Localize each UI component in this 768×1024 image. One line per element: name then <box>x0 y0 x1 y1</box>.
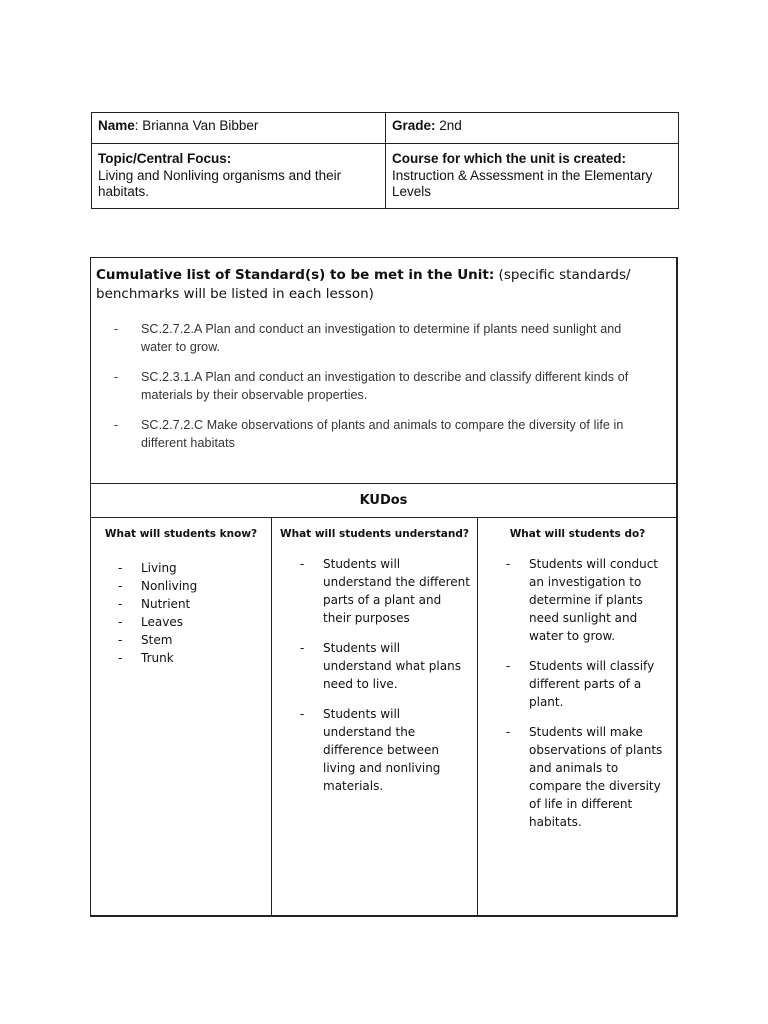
bullet-dash: - <box>300 641 305 655</box>
do-list <box>506 555 674 843</box>
know-item: Nutrient <box>141 597 191 611</box>
kudos-columns <box>91 518 676 916</box>
kudos-title: KUDos <box>91 484 676 518</box>
list-item <box>118 595 258 613</box>
standard-text: SC.2.7.2.A Plan and conduct an investigation to determine if plants need sunlight and water to grow. <box>141 322 622 354</box>
standard-text: SC.2.3.1.A Plan and conduct an investigation to describe and classify different kinds of materials by their observable properties. <box>141 370 629 402</box>
standard-text: SC.2.7.2.C Make observations of plants and animals to compare the diversity of life in different habitats <box>141 418 624 450</box>
list-item <box>118 559 258 577</box>
bullet-dash: - <box>114 418 119 432</box>
list-item <box>300 705 470 795</box>
standards-list <box>114 320 654 464</box>
unit-info-table <box>91 112 679 209</box>
standard-item <box>114 368 654 404</box>
standards-heading <box>96 266 671 304</box>
know-item: Stem <box>141 633 173 647</box>
bullet-dash: - <box>118 597 123 611</box>
know-item: Nonliving <box>141 579 198 593</box>
standard-item <box>114 320 654 356</box>
grade-value: 2nd <box>435 118 462 133</box>
list-item <box>118 649 258 667</box>
list-item <box>506 723 674 831</box>
name-label: Name <box>98 118 135 133</box>
list-item <box>300 639 470 693</box>
topic-cell <box>92 144 386 209</box>
do-item: Students will classify different parts of a plant. <box>529 659 655 709</box>
standards-heading-note: (specific standards/ benchmarks will be listed in each lesson) <box>96 267 631 302</box>
do-item: Students will make observations of plants and animals to compare the diversity of life in different habitats. <box>529 725 663 829</box>
bullet-dash: - <box>118 615 123 629</box>
understand-heading: What will students understand? <box>280 528 469 540</box>
bullet-dash: - <box>114 370 119 384</box>
bullet-dash: - <box>300 557 305 571</box>
know-column <box>91 518 272 916</box>
bullet-dash: - <box>118 561 123 575</box>
list-item <box>118 577 258 595</box>
bullet-dash: - <box>506 557 511 571</box>
name-cell <box>92 113 386 144</box>
standards-heading-bold: Cumulative list of Standard(s) to be met in the Unit: <box>96 267 495 283</box>
do-item: Students will conduct an investigation to determine if plants need sunlight and water to grow. <box>529 557 659 643</box>
know-heading: What will students know? <box>104 528 258 540</box>
know-list <box>118 559 258 667</box>
understand-item: Students will understand the different parts of a plant and their purposes <box>323 557 470 625</box>
list-item <box>506 657 674 711</box>
bullet-dash: - <box>114 322 119 336</box>
list-item <box>118 631 258 649</box>
bullet-dash: - <box>118 633 123 647</box>
standards-section <box>91 258 676 484</box>
standards-kudos-table <box>90 257 678 917</box>
topic-value: Living and Nonliving organisms and their habitats. <box>98 167 342 199</box>
topic-label: Topic/Central Focus: <box>98 151 232 166</box>
name-value: : Brianna Van Bibber <box>134 118 259 133</box>
know-item: Trunk <box>141 651 174 665</box>
list-item <box>300 555 470 627</box>
list-item <box>506 555 674 645</box>
list-item <box>118 613 258 631</box>
understand-item: Students will understand what plans need to live. <box>323 641 461 691</box>
do-column <box>478 518 677 916</box>
course-value: Instruction & Assessment in the Elementary Levels <box>392 167 653 199</box>
bullet-dash: - <box>506 725 511 739</box>
understand-item: Students will understand the difference between living and nonliving materials. <box>323 707 441 793</box>
know-item: Leaves <box>141 615 183 629</box>
standard-item <box>114 416 654 452</box>
know-item: Living <box>141 561 177 575</box>
do-heading: What will students do? <box>509 528 646 540</box>
grade-label: Grade: <box>392 118 436 133</box>
bullet-dash: - <box>300 707 305 721</box>
bullet-dash: - <box>506 659 511 673</box>
bullet-dash: - <box>118 579 123 593</box>
understand-column <box>272 518 478 916</box>
course-cell <box>386 144 679 209</box>
course-label: Course for which the unit is created: <box>392 151 627 166</box>
bullet-dash: - <box>118 651 123 665</box>
grade-cell <box>386 113 679 144</box>
understand-list <box>300 555 470 807</box>
